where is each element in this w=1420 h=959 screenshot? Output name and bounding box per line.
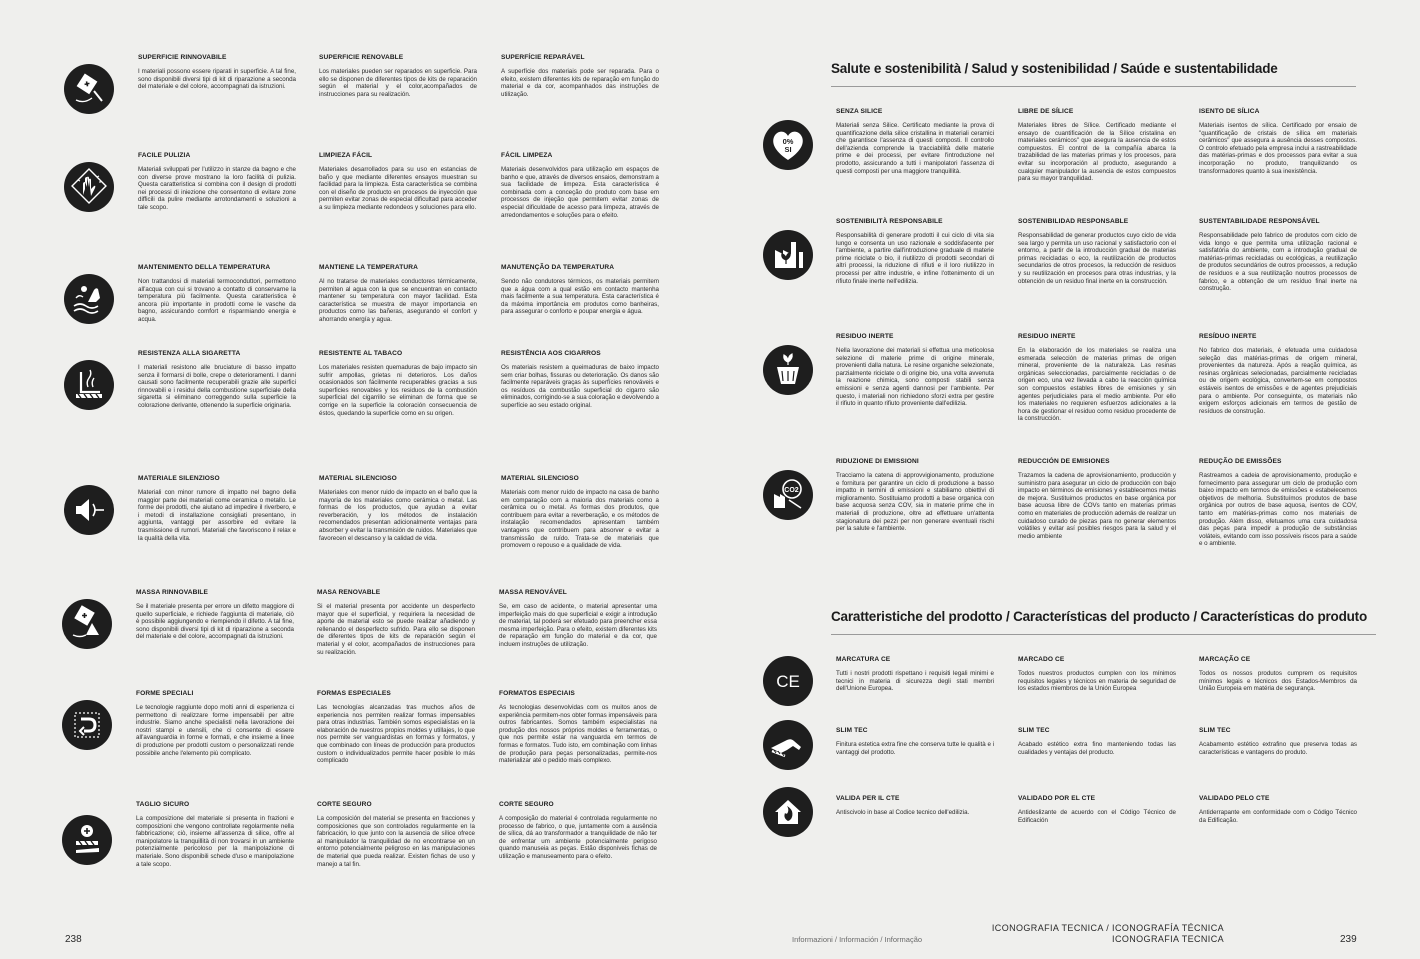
feature-title: SUPERFÍCIE REPARÁVEL [501,54,585,61]
feature-text: I materiali possono essere riparati in superficie. A tal fine, sono disponibili diversi tipi di kit di riparazione a seconda del materiale e del colore, accompagnati da istruzioni. [138,68,296,91]
feature-title: MARCATURA CE [836,656,891,663]
feature-it [138,475,296,542]
feature-it [836,458,994,533]
feature-title: SUSTENTABILIDADE RESPONSÁVEL [1199,218,1320,225]
feature-text: Materiales libres de Sílice. Certificado mediante el ensayo de cuantificación de la Sílice cristalina en materiales cerámicos" que asegura la ausencia de estos compuestos. El control de la compañía abarca la trazabilidad de las materias primas y los procesos, para evitar su incorporación al producto, asegurando a cualquier manipulador la ausencia de estos compuestos para su mayor tranquilidad. [1018,122,1176,183]
feature-text: La composizione del materiale si presenta in frazioni e composizioni che vengono controllate regolarmente nella fabbricazione; ciò, insieme all'assenza di silice, offre al manipolatore la tranquillità di non trovarsi in un ambiente potenzialmente pericoloso per la manipolazione di materiale. Sono disponibili schede d'uso e manipolazione a tale scopo. [136,815,294,868]
feature-text: Todos os nossos produtos cumprem os requisitos mínimos legais e técnicos dos Estados-Membros da União Europeia em matéria de segurança. [1199,670,1357,693]
feature-pt [1199,333,1357,415]
feature-text: Todos nuestros productos cumplen con los mínimos requisitos legales y técnicos en materia de seguridad de los estados miembros de la Unión Europea [1018,670,1176,693]
cleaning-hand-icon [64,162,114,212]
feature-es [319,152,477,212]
feature-title: MANTIENE LA TEMPERATURA [319,264,419,271]
feature-it [138,264,296,324]
feature-title: SLIM TEC [836,727,868,734]
feature-title: RESIDUO INERTE [1018,333,1076,340]
feature-text: Acabado estético extra fino manteniendo todas las cualidades y ventajas del producto. [1018,741,1176,756]
feature-pt [1199,458,1357,548]
feature-text: Trazamos la cadena de aprovisionamiento, producción y suministro para asegurar un ciclo de producción con bajo impacto en términos de emisiones y establecemos metas de mejora. Sustituimos productos en base orgánica por base acuosa libre de COVs tanto en materias primas como en materiales de producción además de realizar un cuidadoso curado de piezas para no generar elementos volátiles y evitar así posibles riesgos para la salud y el medio ambiente [1018,472,1176,540]
feature-text: La composición del material se presenta en fracciones y composiciones que son controlados regularmente en la fabricación, lo que junto con la ausencia de sílice ofrece al manipulador la tranquilidad de no encontrarse en un entorno potencialmente peligroso en las manipulaciones de material que pueda realizar. Existen fichas de uso y manejo a tal fin. [317,815,475,868]
feature-title: VALIDA PER IL CTE [836,795,900,802]
feature-es [1018,727,1176,756]
feature-title: MASSA RENOVÁVEL [499,589,567,596]
feature-pt [501,264,659,316]
feature-title: TAGLIO SICURO [136,801,190,808]
feature-title: SUPERFICIE RINNOVABILE [138,54,227,61]
feature-es [319,264,477,324]
feature-pt [1199,656,1357,693]
mass-repair-icon [62,599,112,649]
feature-title: FORMAS ESPECIALES [317,690,391,697]
feature-it [836,333,994,408]
feature-pt [1199,108,1357,175]
page-number: 238 [65,934,82,945]
feature-es [1018,458,1176,540]
feature-title: RESISTÊNCIA AOS CIGARROS [501,350,601,357]
feature-es [319,475,477,542]
badge-text: SI [784,145,792,154]
section-title: Salute e sostenibilità / Salud y sostenibilidad / Saúde e sustentabilidade [831,61,1278,76]
feature-pt [1199,218,1357,293]
footer-title [980,923,1224,945]
feature-text: Al no tratarse de materiales conductores térmicamente, permiten al agua con la que se encuentran en contacto mantener su temperatura con mayor facilidad. Esta característica se muestra de mayor importancia en productos como las bañeras, asegurando el confort y ahorrando energía y agua. [319,278,477,323]
feature-text: Finitura estetica extra fine che conserva tutte le qualità e i vantaggi del prodotto. [836,741,994,756]
footer-title-line: ICONOGRAFIA TECNICA / ICONOGRAFÍA TÉCNICA [991,923,1224,933]
feature-text: A composição do material é controlada regularmente no processo de fabrico, o que, juntamente com a ausência de sílica, dá ao transformador a tranquilidade de não ter de enfrentar um ambiente potencialmente perigoso quando manuseia as peças. Estão disponíveis fichas de utilização e manuseamento para o efeito. [499,815,657,860]
feature-es [1018,333,1176,423]
factory-leaf-icon [763,230,813,280]
feature-pt [1199,795,1357,824]
temperature-hand-icon [64,274,114,324]
feature-text: Tracciamo la catena di approvvigionamento, produzione e fornitura per garantire un ciclo di produzione a basso impatto in termini di emissioni e stabiliamo obiettivi di miglioramento. Sostituiamo prodotti a base organica con base acquosa senza COV, sia in materie prime che in materiali di produzione, oltre ad effettuare un'attenta stagionatura dei pezzi per non generare eventuali rischi per la salute e l'ambiente. [836,472,994,533]
feature-es [317,690,475,765]
feature-title: VALIDADO POR EL CTE [1018,795,1096,802]
feature-text: Materiais isentos de sílica. Certificado por ensaio de "quantificação de cristais de sílica em materiais cerâmicos" que assegura a ausência desses compostos. O controlo efetuado pela empresa inclui a rastreabilidade das matérias-primas e dos processos para evitar a sua incorporação no produto, tranquilizando os transformadores quanto à sua inexistência. [1199,122,1357,175]
feature-title: LIBRE DE SÍLICE [1018,108,1074,115]
feature-text: Se il materiale presenta per errore un difetto maggiore di quello superficiale, e richiede l'aggiunta di materiale, ciò è possibile aggiungendo e riempiendo il difetto. A tal fine, sono disponibili diversi tipi di kit di riparazione a seconda del materiale e del colore, accompagnati da istruzioni. [136,603,294,641]
feature-title: CORTE SEGURO [317,801,372,808]
feature-text: Responsabilità di generare prodotti il cui ciclo di vita sia lungo e consenta un uso razionale e soddisfacente per l'ambiente, a partire dall'introduzione graduale di materie prime riciclate o bio, il riutilizzo di prodotti secondari di altri processi, la riduzione di rifiuti e il loro riutilizzo in processi per altre industrie, e infine l'ottenimento di un rifiuto finale inerte nell'edilizia. [836,232,994,285]
feature-pt [501,475,659,550]
feature-pt [499,801,657,861]
section-title: Caratteristiche del prodotto / Características del producto / Características do produto [831,609,1368,624]
feature-title: FÁCIL LIMPEZA [501,152,553,159]
right-page [710,0,1420,959]
feature-title: RESÍDUO INERTE [1199,333,1257,340]
feature-es [319,350,477,417]
footer-info: Informazioni / Información / Informação [792,935,923,944]
inert-residue-icon [763,345,813,395]
feature-title: SLIM TEC [1018,727,1050,734]
feature-it [836,218,994,285]
feature-pt [501,152,659,219]
feature-text: Antiscivolo in base al Codice tecnico dell'edilizia. [836,809,970,816]
feature-text: Non trattandosi di materiali termoconduttori, permettono all'acqua con cui si trovano a contatto di conservarne la temperatura più facilmente. Questa caratteristica è ancora più importante in prodotti come le vasche da bagno, assicurando comfort e risparmiando energia e acqua. [138,278,296,323]
feature-es [319,54,477,98]
feature-text: Materiali con minor rumore di impatto nel bagno della maggior parte dei materiali come ceramica o metallo. Le forme dei prodotti, che aiutano ad impedire il riverbero, e i metodi di installazione consigliati presentano, in aggiunta, vantaggi per assorbire ed evitare la trasmissione di rumori. Materiali che favoriscono il relax e la qualità della vita. [138,489,296,542]
section-divider [831,86,1356,87]
ce-mark-icon [763,656,813,706]
feature-it [136,690,294,757]
feature-title: SUPERFICIE RENOVABLE [319,54,404,61]
feature-title: FORME SPECIALI [136,690,194,697]
feature-text: As tecnologias desenvolvidas com os muitos anos de experiência permitem-nos obter formas impensáveis para outros fabricantes. Somos também especialistas na produção dos nossos próprios moldes e ferramentas, o que nos permite estar na vanguarda em termos de formas e formatos. Tudo isto, em combinação com linhas de produção para peças personalizadas, permite-nos materializar até o pedido mais complexo. [499,704,657,765]
feature-text: Rastreamos a cadeia de aprovisionamento, produção e fornecimento para assegurar um ciclo de produção com baixo impacto em termos de emissões e estabelecemos objetivos de melhoria. Substituímos produtos de base orgânica por outros de base aquosa, isentos de COV, tanto em matérias-primas como nos materiais de produção. Além disso, efetuamos uma cura cuidadosa das peças para impedir a produção de substâncias voláteis, evitando com isso possíveis riscos para a saúde e o ambiente. [1199,472,1357,548]
feature-title: SOSTENIBILITÀ RESPONSABILE [836,218,943,225]
feature-title: RIDUZIONE DI EMISSIONI [836,458,919,465]
feature-it [136,801,294,868]
co2-factory-icon [763,470,813,520]
feature-es [1018,656,1176,693]
feature-es [317,589,475,656]
feature-text: Los materiales resisten quemaduras de bajo impacto sin sufrir ampollas, grietas ni deterioros. Los daños ocasionados son fácilmente recuperables gracias a sus superficies renovables y los residuos de la combustión superficial del cigarrillo se eliminan de forma que se corrige en la superficie la coloración consecuencia de éstos, quedando la superficie como en su origen. [319,364,477,417]
feature-it [136,589,294,641]
page-number: 239 [1340,934,1357,945]
cigarette-icon [64,360,114,410]
feature-title: MARCADO CE [1018,656,1065,663]
feature-title: LIMPIEZA FÁCIL [319,152,373,159]
feature-title: RESISTENZA ALLA SIGARETTA [138,350,241,357]
feature-title: MASA RENOVABLE [317,589,381,596]
feature-pt [1199,727,1357,756]
badge-text: CE [776,672,800,691]
feature-title: RESIDUO INERTE [836,333,894,340]
feature-title: MATERIALE SILENZIOSO [138,475,220,482]
feature-text: Tutti i nostri prodotti rispettano i requisiti legali minimi e tecnici in materia di sicurezza degli stati membri dell'Unione Europea. [836,670,994,693]
feature-title: VALIDADO PELO CTE [1199,795,1270,802]
feature-title: SLIM TEC [1199,727,1231,734]
feature-title: MASSA RINNOVABILE [136,589,209,596]
feature-es [1018,218,1176,285]
badge-text: CO2 [784,487,799,494]
feature-it [836,108,994,175]
feature-title: MATERIAL SILENCIOSO [501,475,579,482]
special-shapes-icon [62,700,112,750]
feature-title: MANUTENÇÃO DA TEMPERATURA [501,264,615,271]
feature-title: MARCAÇÃO CE [1199,656,1251,663]
feature-title: SOSTENIBILIDAD RESPONSABLE [1018,218,1129,225]
safe-cut-icon [62,815,112,865]
feature-text: I materiali resistono alle bruciature di basso impatto senza il formarsi di bolle, crepe o deterioramenti. I danni causati sono facilmente recuperabili grazie alle superfici rinnovabili e i residui della combustione superficiale della sigaretta si eliminano correggendo sulla superficie la colorazione derivante, ottenendo la superficie originaria. [138,364,296,409]
feature-it [836,795,994,817]
feature-text: Le tecnologie raggiunte dopo molti anni di esperienza ci permettono di realizzare forme impensabili per altre industrie. Siamo anche specialisti nella lavorazione dei nostri stampi e utensili, che ci consente di essere all'avanguardia in forme e formati, e che insieme a linee di produzione per prodotti custom o personalizzati rende possibile anche l'elemento più complicato. [136,704,294,757]
feature-es [1018,108,1176,183]
feature-text: A superfície dos materiais pode ser reparada. Para o efeito, existem diferentes kits de reparação em função do material e da cor, acompanhados das instruções de utilização. [501,68,659,98]
feature-es [1018,795,1176,824]
repair-diamond-icon [64,64,114,114]
feature-text: Los materiales pueden ser reparados en superficie. Para ello se disponen de diferentes tipos de kits de reparación según el material y el color,acompañados de instrucciones para su realización. [319,68,477,98]
silent-speaker-icon [64,485,114,535]
footer-title-line: ICONOGRAFIA TECNICA [1112,934,1224,944]
feature-title: FACILE PULIZIA [138,152,191,159]
feature-text: No fabrico dos materiais, é efetuada uma cuidadosa seleção das matérias-primas de origem mineral, provenientes da natureza. Após a reação química, as resinas orgânicas selecionadas, parcialmente recicladas ou de origem ecológica, convertem-se em compostos estáveis isentos de emissões e de agentes prejudiciais para o ambiente. Por conseguinte, os materiais não exigem esforços adicionais em termos de gestão de resíduos de construção. [1199,347,1357,415]
feature-title: MANTENIMENTO DELLA TEMPERATURA [138,264,271,271]
feature-pt [501,54,659,98]
feature-it [138,152,296,212]
feature-title: FORMATOS ESPECIAIS [499,690,575,697]
feature-text: Antiderrapante em conformidade com o Código Técnico da Edificação. [1199,809,1357,824]
feature-pt [501,350,659,410]
feature-text: Antideslizante de acuerdo con el Código Técnico de Edificación [1018,809,1176,824]
feature-text: Materiali sviluppati per l'utilizzo in stanze da bagno e che con diverse prove mostrano la loro facilità di pulizia. Questa caratteristica si combina con il design di prodotti nei processi di iniezione che consentono di evitare zone difficili da pulire mediante arrotondamenti e soluzioni a tale scopo. [138,166,296,211]
feature-text: Las tecnologías alcanzadas tras muchos años de experiencia nos permiten realizar formas impensables para otras industrias. También somos especialistas en la elaboración de nuestros propios moldes y utillajes, lo que nos permite ser vanguardistas en formas y formatos, y que combinado con líneas de producción para productos custom o individualizados permite hacer posible lo más complicado [317,704,475,765]
feature-text: Se, em caso de acidente, o material apresentar uma imperfeição mais do que superficial e exigir a introdução de material, tal poderá ser efetuado para preencher essa mesma imperfeição. Para o efeito, existem diferentes kits de reparação em função do material e da cor, que incluem instruções de utilização. [499,603,657,648]
feature-pt [499,690,657,765]
feature-title: CORTE SEGURO [499,801,554,808]
slim-tec-hand-icon [763,720,813,770]
feature-text: Responsabilidad de generar productos cuyo ciclo de vida sea largo y permita un uso racional y satisfactorio con el entorno, a partir de la introducción gradual de materias primas recicladas o eco, la reutilización de productos secundarios de otros procesos, la reducción de residuos y su reutilización en procesos para otras industrias, y la obtención de un residuo final inerte en la construcción. [1018,232,1176,285]
feature-text: Os materiais resistem a queimaduras de baixo impacto sem criar bolhas, fissuras ou deterioração. Os danos são facilmente reparáveis graças às superfícies renováveis e os resíduos da combustão superficial do cigarro são eliminados, corrigindo-se a sua coloração e devolvendo a superfície ao seu estado original. [501,364,659,409]
feature-text: Sendo não condutores térmicos, os materiais permitem que a água com a qual estão em contacto mantenha mais facilmente a sua temperatura. Esta característica é da máxima importância em produtos como banheiras, para assegurar o conforto e poupar energia e água. [501,278,659,316]
section-divider [831,634,1376,635]
feature-es [317,801,475,868]
feature-it [836,727,994,756]
feature-text: Responsabilidade pelo fabrico de produtos com ciclo de vida longo e que permita uma utilização racional e satisfatória do ambiente, com a introdução gradual de matérias-primas recicladas ou ecológicas, a reutilização de produtos secundários de outros processos, a redução de resíduos e a sua reutilização noutros processos de fabrico, e a obtenção de um resíduo final inerte na construção. [1199,232,1357,293]
feature-title: ISENTO DE SÍLICA [1199,108,1260,115]
feature-text: Materiales desarrollados para su uso en estancias de baño y que mediante diferentes ensayos muestran su facilidad para la limpieza. Esta característica se combina con el diseño de producto en procesos de inyección que permiten evitar zonas de especial dificultad para acceder a su limpieza mediante redondeos y soluciones para ello. [319,166,477,211]
feature-text: Materiali senza Silice. Certificato mediante la prova di quantificazione della silice cristallina in materiali ceramici che garantisce l'assenza di questi composti. Il controllo dell'azienda comprende la tracciabilità delle materie prime e dei processi, per evitare l'introduzione nel prodotto, assicurando a tutti i manipolatori l'assenza di questi composti per una maggiore tranquillità. [836,122,994,175]
feature-text: En la elaboración de los materiales se realiza una esmerada selección de materias primas de origen mineral, proveniente de la naturaleza. Las resinas orgánicas seleccionadas, parcialmente recicladas o de origen eco, una vez llevada a cabo la reacción química son compuestos estables libres de emisiones y sin agentes perjudiciales para el medio ambiente. Por ello los materiales no requieren esfuerzos adicionales a la hora de gestionar el residuo como residuo procedente de la construcción. [1018,347,1176,423]
feature-it [836,656,994,693]
feature-pt [499,589,657,649]
feature-title: REDUCCIÓN DE EMISIONES [1018,458,1110,465]
badge-text: 0% [782,137,794,146]
feature-text: Si el material presenta por accidente un desperfecto mayor que el superficial, y requiriera la necesidad de aporte de material esto se puede realizar añadiendo y rellenando el desperfecto sufrido. Para ello se disponen de diferentes tipos de kits de reparación según el material y el color, acompañados de instrucciones para su realización. [317,603,475,656]
feature-text: Materiais desenvolvidos para utilização em espaços de banho e que, através de diversos ensaios, demonstram a sua facilidade de limpeza. Esta característica é combinada com a conceção do produto com base em processos de injeção que permitem evitar zonas de especial dificuldade de acesso para limpeza, através de arredondamentos e soluções para o efeito. [501,166,659,219]
feature-text: Materiais com menor ruído de impacto na casa de banho em comparação com a maioria dos materiais como a cerâmica ou o metal. As formas dos produtos, que contribuem para evitar a reverberação, e os métodos de instalação recomendados apresentam também vantagens que contribuem para absorver e evitar a transmissão de ruído. Trata-se de materiais que promovem o repouso e a qualidade de vida. [501,489,659,550]
feature-title: REDUÇÃO DE EMISSÕES [1199,458,1282,465]
silica-free-heart-icon [763,120,813,170]
feature-it [138,54,296,91]
feature-text: Materiales con menor ruido de impacto en el baño que la mayoría de los materiales como cerámica o metal. Las formas de los productos, que ayudan a evitar reverberación, y los métodos de instalación recomendados presentan adicionalmente ventajas para absorber y evitar la transmisión de ruidos. Materiales que favorecen el descanso y la calidad de vida. [319,489,477,542]
feature-title: SENZA SILICE [836,108,883,115]
feature-it [138,350,296,410]
feature-text: Nella lavorazione dei materiali si effettua una meticolosa selezione di materie prime di origine minerale, provenienti dalla natura. Le resine organiche selezionate, parzialmente riciclate o di origine bio, una volta avvenuta la reazione chimica, sono composti stabili senza emissioni e senza agenti dannosi per l'ambiente. Per questo, i materiali non richiedono sforzi extra per gestire il rifiuto in quanto rifiuto proveniente dall'edilizia. [836,347,994,408]
feature-title: MATERIAL SILENCIOSO [319,475,397,482]
cte-house-flame-icon [763,787,813,837]
feature-text: Acabamento estético extrafino que preserva todas as características e vantagens do produto. [1199,741,1357,756]
feature-title: RESISTENTE AL TABACO [319,350,403,357]
